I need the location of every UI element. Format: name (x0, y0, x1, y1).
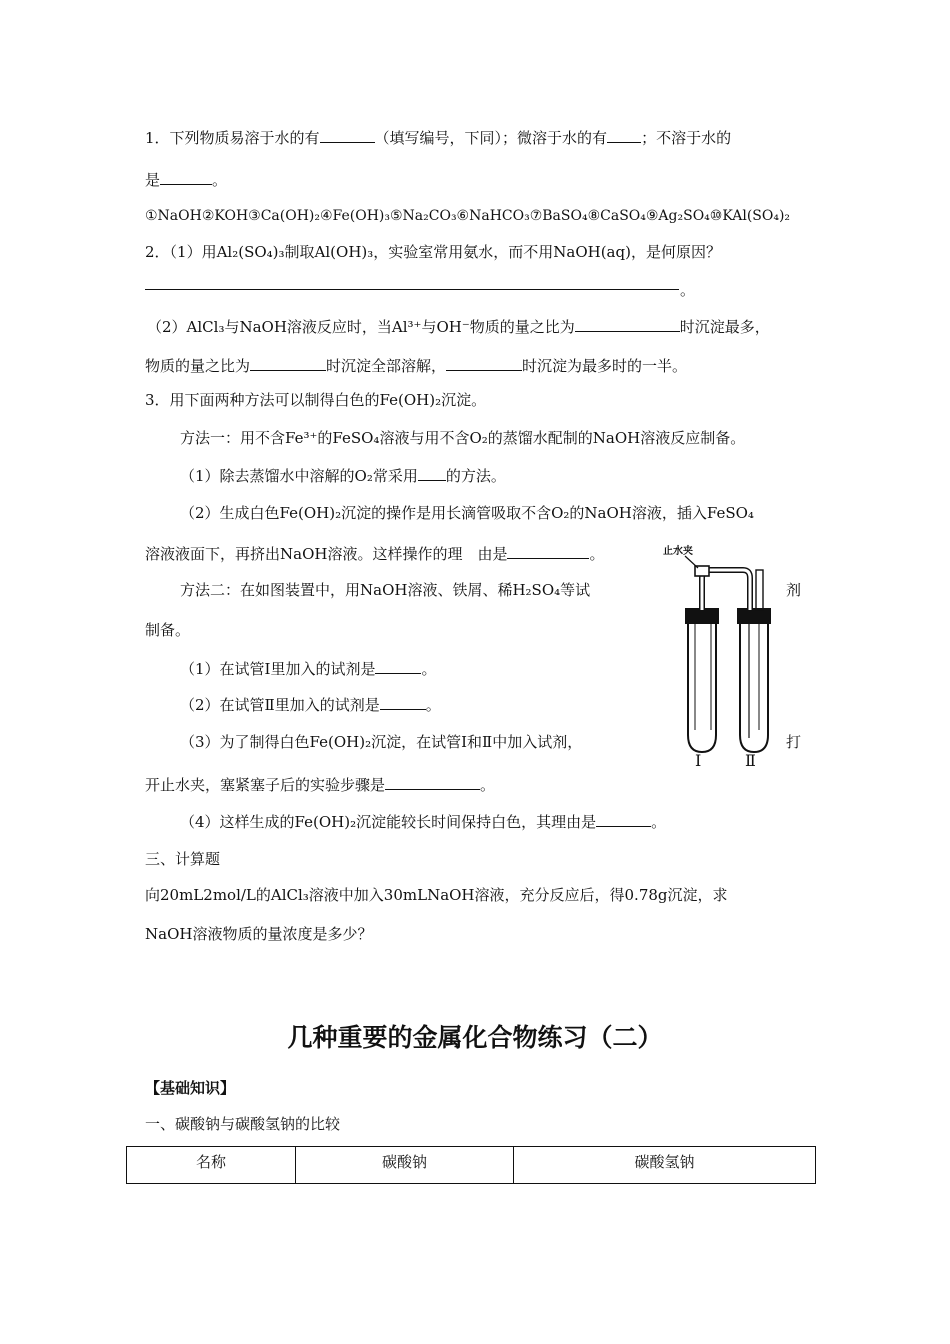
q3-method2-tail: 剂 (786, 581, 802, 599)
table-header-name: 名称 (127, 1147, 296, 1184)
q3-m1-sub2-text-a: 溶液液面下，再挤出NaOH溶液。这样操作的理 由是 (145, 545, 508, 563)
q3-m2-blank4[interactable] (596, 810, 651, 827)
q3-m2-sub4 (180, 810, 666, 832)
q2-sub2-text-e: 时沉淀为最多时的一半。 (522, 357, 688, 375)
q3-method2-line2: 制备。 (145, 621, 191, 639)
comparison-subheading: 一、碳酸钠与碳酸氢钠的比较 (145, 1115, 341, 1133)
q3-m2-sub1-text-a: （1）在试管Ⅰ里加入的试剂是 (180, 660, 376, 678)
q1-text-a: 1．下列物质易溶于水的有 (145, 129, 320, 147)
calc-line2: NaOH溶液物质的量浓度是多少？ (145, 925, 373, 943)
q3-m1-blank1[interactable] (418, 464, 446, 481)
q3-m2-sub3-text-d: 。 (480, 776, 496, 794)
q1-blank-insoluble[interactable] (160, 168, 212, 185)
q3-m2-blank2[interactable] (380, 693, 426, 710)
calc-line1: 向20mL2mol/L的AlCl₃溶液中加入30mLNaOH溶液，充分反应后，得0.78g沉淀，求 (145, 886, 728, 904)
q2-sub2-line2 (145, 354, 687, 376)
q3-m2-sub3: （3）为了制得白色Fe(OH)₂沉淀，在试管Ⅰ和Ⅱ中加入试剂， (180, 733, 583, 751)
q2-blank-half[interactable] (446, 354, 522, 371)
q2-sub2-text-b: 时沉淀最多， (679, 318, 770, 336)
q3-m1-blank2[interactable] (507, 542, 589, 559)
q2-blank-dissolve[interactable] (250, 354, 326, 371)
q3-m2-sub2-text-a: （2）在试管Ⅱ里加入的试剂是 (180, 696, 380, 714)
q3-m1-sub2: （2）生成白色Fe(OH)₂沉淀的操作是用长滴管吸取不含O₂的NaOH溶液，插入FeSO₄ (180, 504, 754, 522)
q3-m2-sub4-text-a: （4）这样生成的Fe(OH)₂沉淀能较长时间保持白色，其理由是 (180, 813, 597, 831)
q3-m1-sub2-line2 (145, 542, 604, 564)
tube-2-outline (740, 620, 768, 752)
q2-line1-end: 。 (680, 281, 696, 299)
test-tube-apparatus (655, 540, 815, 772)
q3-m1-sub2-text-b: 。 (589, 545, 605, 563)
tube-1-outline (688, 620, 716, 752)
q3-m2-sub1 (180, 657, 437, 679)
q3-intro: 3．用下面两种方法可以制得白色的Fe(OH)₂沉淀。 (145, 391, 487, 409)
q3-m1-sub1-text-b: 的方法。 (445, 467, 506, 485)
q2-line1: 2．（1）用Al₂(SO₄)₃制取Al(OH)₃，实验室常用氨水，而不用NaOH(aq)，是何原因？ (145, 243, 721, 261)
vent-tube (756, 570, 763, 610)
q3-m1-sub1 (180, 464, 506, 486)
q2-sub2-text-a: （2）AlCl₃与NaOH溶液反应时，当Al³⁺与OH⁻物质的量之比为 (147, 318, 575, 336)
tube-2-label: Ⅱ (745, 751, 756, 770)
q1-text-b: （填写编号，下同）；微溶于水的有 (374, 129, 608, 147)
q3-m2-blank1[interactable] (375, 657, 421, 674)
tube-1-label: Ⅰ (695, 751, 702, 770)
q1-blank-soluble[interactable] (320, 126, 375, 143)
clamp-label: 止水夹 (663, 546, 693, 557)
q3-m2-sub3-line2 (145, 773, 495, 795)
q2-sub2-text-d: 时沉淀全部溶解， (326, 357, 447, 375)
basic-knowledge-heading: 【基础知识】 (145, 1079, 236, 1097)
comparison-table (126, 1146, 816, 1184)
q2-sub2-text-c: 物质的量之比为 (145, 357, 251, 375)
tube-2-stopper (737, 608, 771, 624)
calc-heading: 三、计算题 (145, 850, 221, 868)
q3-m2-blank3[interactable] (385, 773, 480, 790)
q2-blank-max[interactable] (575, 315, 680, 332)
table-row (127, 1147, 816, 1184)
q1-text-e: 。 (212, 171, 228, 189)
q2-answer-line[interactable] (145, 289, 679, 290)
apparatus-drawing (655, 540, 815, 772)
table-header-sodium-carbonate: 碳酸钠 (296, 1147, 514, 1184)
q3-method2: 方法二：在如图装置中，用NaOH溶液、铁屑、稀H₂SO₄等试 (180, 581, 591, 599)
q3-method1: 方法一：用不含Fe³⁺的FeSO₄溶液与用不含O₂的蒸馏水配制的NaOH溶液反应制备。 (180, 429, 746, 447)
tube-1-stopper (685, 608, 719, 624)
q3-m1-sub1-text-a: （1）除去蒸馏水中溶解的O₂常采用 (180, 467, 418, 485)
q3-m2-sub4-text-b: 。 (651, 813, 667, 831)
q1-text-c: ；不溶于水的 (641, 129, 732, 147)
clamp-pointer (685, 556, 698, 568)
page-title: 几种重要的金属化合物练习（二） (287, 1023, 663, 1052)
q3-m2-sub3-text-c: 开止水夹，塞紧塞子后的实验步骤是 (145, 776, 386, 794)
q3-m2-sub1-text-b: 。 (421, 660, 437, 678)
q1-line2 (145, 168, 227, 190)
q3-m2-sub2-text-b: 。 (425, 696, 441, 714)
q1-substance-list: ①NaOH②KOH③Ca(OH)₂④Fe(OH)₃⑤Na₂CO₃⑥NaHCO₃⑦BaSO₄⑧CaSO₄⑨Ag₂SO₄⑩KAl(SO₄)₂ (145, 208, 791, 224)
q3-m2-sub3-tail: 打 (786, 733, 802, 751)
table-header-sodium-bicarbonate: 碳酸氢钠 (514, 1147, 816, 1184)
q2-sub2-line1 (147, 315, 770, 337)
q1-blank-slightly[interactable] (607, 126, 641, 143)
q1-line1 (145, 126, 731, 148)
q1-text-d: 是 (145, 171, 161, 189)
q3-m2-sub2 (180, 693, 441, 715)
